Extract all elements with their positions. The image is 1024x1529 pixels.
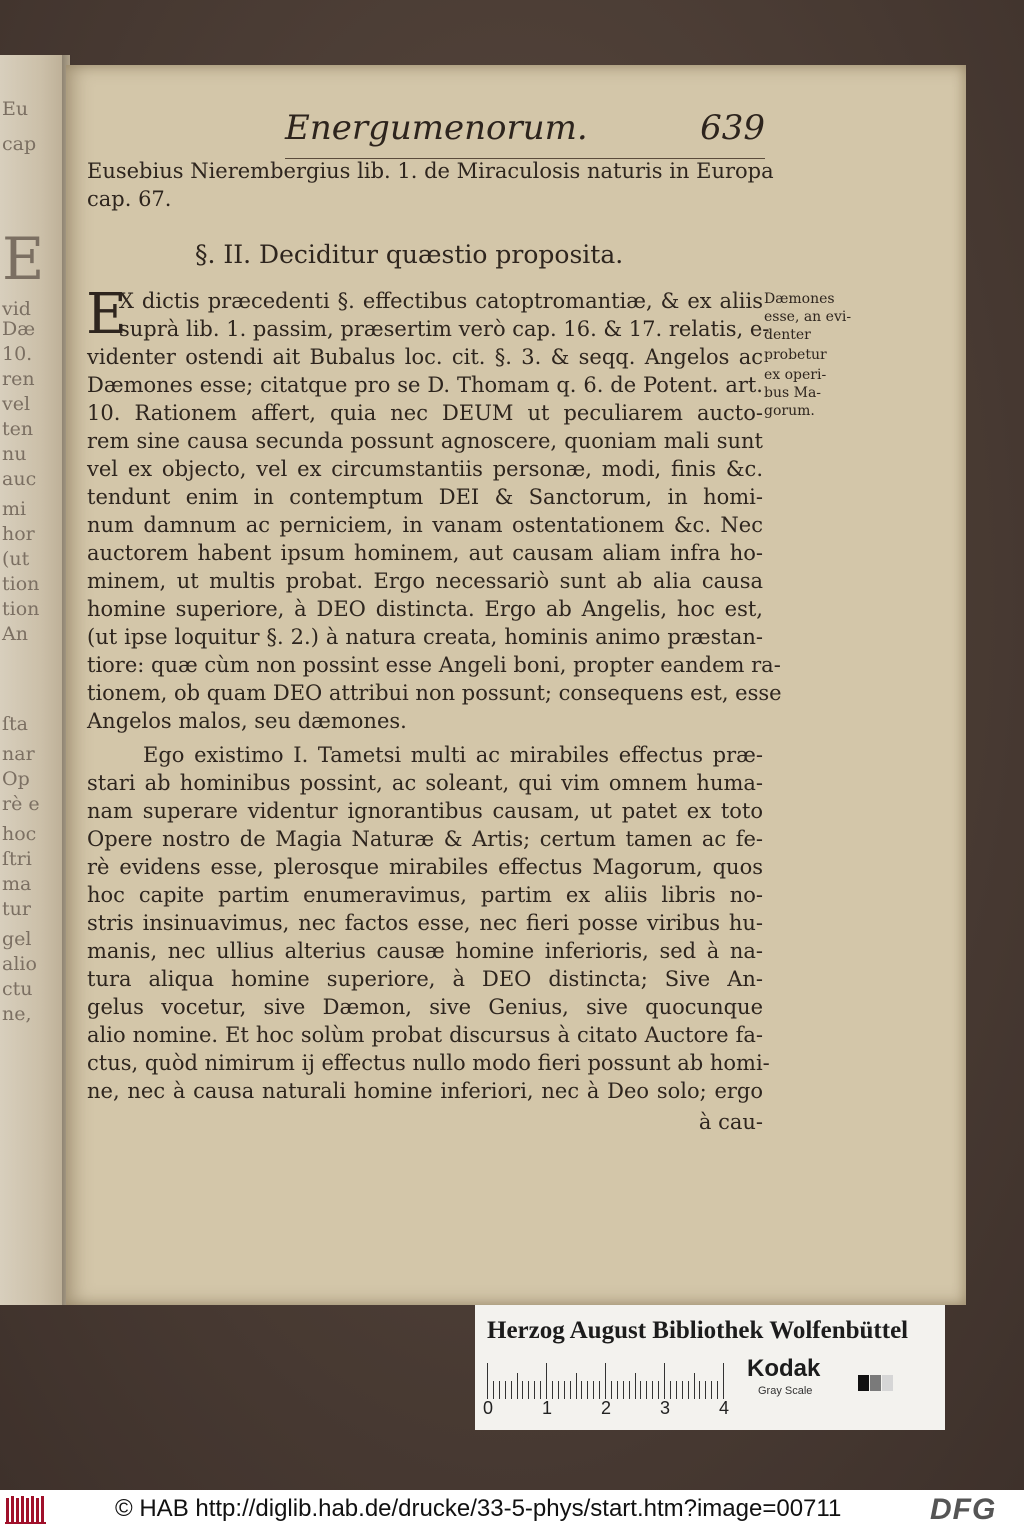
ruler-tick	[670, 1381, 671, 1399]
ruler-tick	[646, 1381, 647, 1399]
ruler-tick	[664, 1363, 665, 1399]
previous-page-fragment: 10.	[2, 343, 33, 365]
ruler-tick	[711, 1381, 712, 1399]
ruler-tick	[605, 1363, 606, 1399]
ruler-tick	[570, 1381, 571, 1399]
source-url[interactable]: © HAB http://diglib.hab.de/drucke/33-5-phys/start.htm?image=00711	[115, 1495, 842, 1522]
drop-capital: E	[86, 282, 127, 347]
margin-note-line: esse, an evi-	[764, 309, 852, 325]
previous-page-fragment: tion	[2, 573, 40, 595]
text-line: manis, nec ullius alterius causæ homine inferioris, sed à na-	[87, 939, 763, 963]
ruler-tick	[694, 1373, 695, 1399]
text-line: Angelos malos, seu dæmones.	[87, 709, 407, 733]
library-name: Herzog August Bibliothek Wolfenbüttel	[487, 1317, 909, 1344]
gray-swatch	[858, 1375, 869, 1391]
margin-note-line: bus Ma-	[764, 385, 822, 401]
ruler-tick	[552, 1381, 553, 1399]
gray-scale-label: Gray Scale	[758, 1385, 813, 1397]
previous-page-fragment: nu	[2, 443, 27, 465]
margin-note-line: gorum.	[764, 403, 815, 419]
margin-note-line: ex operi-	[764, 367, 827, 383]
ruler-tick	[581, 1381, 582, 1399]
text-line: suprà lib. 1. passim, præsertim verò cap. 16. & 17. relatis, e-	[119, 317, 770, 341]
margin-note-line: Dæmones	[764, 291, 835, 307]
running-title: Energumenorum.	[285, 108, 588, 148]
text-line: Eusebius Nierembergius lib. 1. de Miraculosis naturis in Europa	[87, 159, 774, 183]
gray-swatch	[882, 1375, 893, 1391]
previous-page-fragment: vid	[2, 298, 31, 320]
scale-ruler	[487, 1357, 737, 1399]
ruler-tick	[611, 1381, 612, 1399]
previous-page-fragment: nar	[2, 743, 35, 765]
text-line: (ut ipse loquitur §. 2.) à natura creata, hominis animo præstan-	[87, 625, 763, 649]
ruler-tick	[528, 1381, 529, 1399]
previous-page-fragment: (ut	[2, 548, 30, 570]
ruler-tick	[599, 1381, 600, 1399]
text-line: vel ex objecto, vel ex circumstantiis personæ, modi, finis &c.	[87, 457, 763, 481]
ruler-tick	[705, 1381, 706, 1399]
gray-swatch	[870, 1375, 881, 1391]
previous-page-fragment: tion	[2, 598, 40, 620]
ruler-tick	[558, 1381, 559, 1399]
previous-page-fragment: tur	[2, 898, 31, 920]
text-line: stris insinuavimus, nec factos esse, nec fieri posse viribus hu-	[87, 911, 763, 935]
text-line: tionem, ob quam DEO attribui non possunt; consequens est, esse	[87, 681, 782, 705]
ruler-tick	[682, 1381, 683, 1399]
ruler-tick	[487, 1363, 488, 1399]
text-line: ctus, quòd nimirum ij effectus nullo modo fieri possunt ab homi-	[87, 1051, 770, 1075]
text-line: tendunt enim in contemptum DEI & Sanctorum, in homi-	[87, 485, 763, 509]
text-line: Opere nostro de Magia Naturæ & Artis; certum tamen ac fe-	[87, 827, 763, 851]
previous-page-fragment: Eu	[2, 98, 29, 120]
ruler-tick	[676, 1381, 677, 1399]
previous-page-fragment: ten	[2, 418, 34, 440]
ruler-tick	[522, 1381, 523, 1399]
previous-page-fragment: ſtri	[2, 848, 32, 870]
ruler-tick	[723, 1363, 724, 1399]
previous-page-fragment: ſta	[2, 713, 28, 735]
text-line: stari ab hominibus possint, ac soleant, qui vim omnem huma-	[87, 771, 763, 795]
previous-page-fragment: An	[2, 623, 28, 645]
previous-page-fragment: alio	[2, 953, 37, 975]
ruler-tick	[635, 1373, 636, 1399]
ruler-tick	[658, 1381, 659, 1399]
ruler-tick	[540, 1381, 541, 1399]
ruler-tick	[576, 1373, 577, 1399]
previous-page-fragment: hor	[2, 523, 35, 545]
text-line: auctorem habent ipsum hominem, aut causam aliam infra ho-	[87, 541, 763, 565]
ruler-tick	[640, 1381, 641, 1399]
previous-page-fragment: cap	[2, 133, 37, 155]
previous-page-fragment: auc	[2, 468, 37, 490]
text-line: videnter ostendi ait Bubalus loc. cit. §. 3. & seqq. Angelos ac	[87, 345, 763, 369]
previous-page-fragment: ma	[2, 873, 32, 895]
previous-page-fragment: hoc	[2, 823, 37, 845]
previous-page-fragment: mi	[2, 498, 27, 520]
text-line: rè evidens esse, plerosque mirabiles effectus Magorum, quos	[87, 855, 763, 879]
ruler-tick	[534, 1381, 535, 1399]
text-line: 10. Rationem affert, quia nec DEUM ut peculiarem aucto-	[87, 401, 763, 425]
previous-page-fragment: ren	[2, 368, 35, 390]
ruler-number: 3	[660, 1398, 671, 1418]
ruler-tick	[688, 1381, 689, 1399]
ruler-tick	[546, 1363, 547, 1399]
kodak-logo: Kodak	[747, 1355, 821, 1382]
hab-logo-icon	[5, 1494, 49, 1525]
ruler-number: 0	[483, 1398, 494, 1418]
ruler-tick	[629, 1381, 630, 1399]
ruler-tick	[699, 1381, 700, 1399]
ruler-number: 2	[601, 1398, 612, 1418]
ruler-number: 1	[542, 1398, 553, 1418]
previous-page-edge	[0, 55, 70, 1305]
text-line: X dictis præcedenti §. effectibus catoptromantiæ, & ex aliis	[119, 289, 763, 313]
previous-page-fragment: ne,	[2, 1003, 32, 1025]
dfg-logo: DFG	[930, 1493, 997, 1526]
text-line: ne, nec à causa naturali homine inferiori, nec à Deo solo; ergo	[87, 1079, 763, 1103]
ruler-tick	[493, 1381, 494, 1399]
margin-note-line: denter	[764, 327, 811, 343]
previous-page-fragment: E	[2, 225, 45, 293]
ruler-tick	[511, 1381, 512, 1399]
text-line: hoc capite partim enumeravimus, partim ex aliis libris no-	[87, 883, 763, 907]
ruler-tick	[505, 1381, 506, 1399]
ruler-tick	[564, 1381, 565, 1399]
catchword: à cau-	[698, 1110, 763, 1134]
text-line: nam superare videntur ignorantibus causam, ut patet ex toto	[87, 799, 763, 823]
running-header	[285, 108, 765, 159]
text-line: tura aliqua homine superiore, à DEO distincta; Sive An-	[87, 967, 763, 991]
previous-page-fragment: rè e	[2, 793, 40, 815]
previous-page-fragment: vel	[2, 393, 31, 415]
ruler-tick	[623, 1381, 624, 1399]
ruler-tick	[517, 1373, 518, 1399]
text-line: rem sine causa secunda possunt agnoscere, quoniam mali sunt	[87, 429, 763, 453]
previous-page-fragment: ctu	[2, 978, 33, 1000]
ruler-tick	[587, 1381, 588, 1399]
text-line: homine superiore, à DEO distincta. Ergo ab Angelis, hoc est,	[87, 597, 763, 621]
ruler-tick	[717, 1381, 718, 1399]
text-line: Dæmones esse; citatque pro se D. Thomam q. 6. de Potent. art.	[87, 373, 763, 397]
ruler-tick	[593, 1381, 594, 1399]
ruler-tick	[617, 1381, 618, 1399]
page-number: 639	[700, 108, 765, 148]
ruler-tick	[652, 1381, 653, 1399]
text-line: gelus vocetur, sive Dæmon, sive Genius, sive quocunque	[87, 995, 763, 1019]
text-line: alio nomine. Et hoc solùm probat discursus à citato Auctore fa-	[87, 1023, 763, 1047]
text-line: minem, ut multis probat. Ergo necessariò sunt ab alia causa	[87, 569, 763, 593]
text-line: cap. 67.	[87, 187, 172, 211]
library-color-card	[475, 1305, 945, 1430]
footer-bar	[0, 1490, 1024, 1529]
ruler-tick	[499, 1381, 500, 1399]
ruler-number: 4	[719, 1398, 730, 1418]
text-line: tiore: quæ cùm non possint esse Angeli boni, propter eandem ra-	[87, 653, 781, 677]
text-line: Ego existimo I. Tametsi multi ac mirabiles effectus præ-	[143, 743, 763, 767]
text-line: num damnum ac perniciem, in vanam ostentationem &c. Nec	[87, 513, 763, 537]
previous-page-fragment: Dæ	[2, 318, 36, 340]
previous-page-fragment: gel	[2, 928, 32, 950]
previous-page-fragment: Op	[2, 768, 30, 790]
margin-note-line: probetur	[764, 347, 827, 363]
section-heading: §. II. Deciditur quæstio proposita.	[195, 240, 624, 269]
